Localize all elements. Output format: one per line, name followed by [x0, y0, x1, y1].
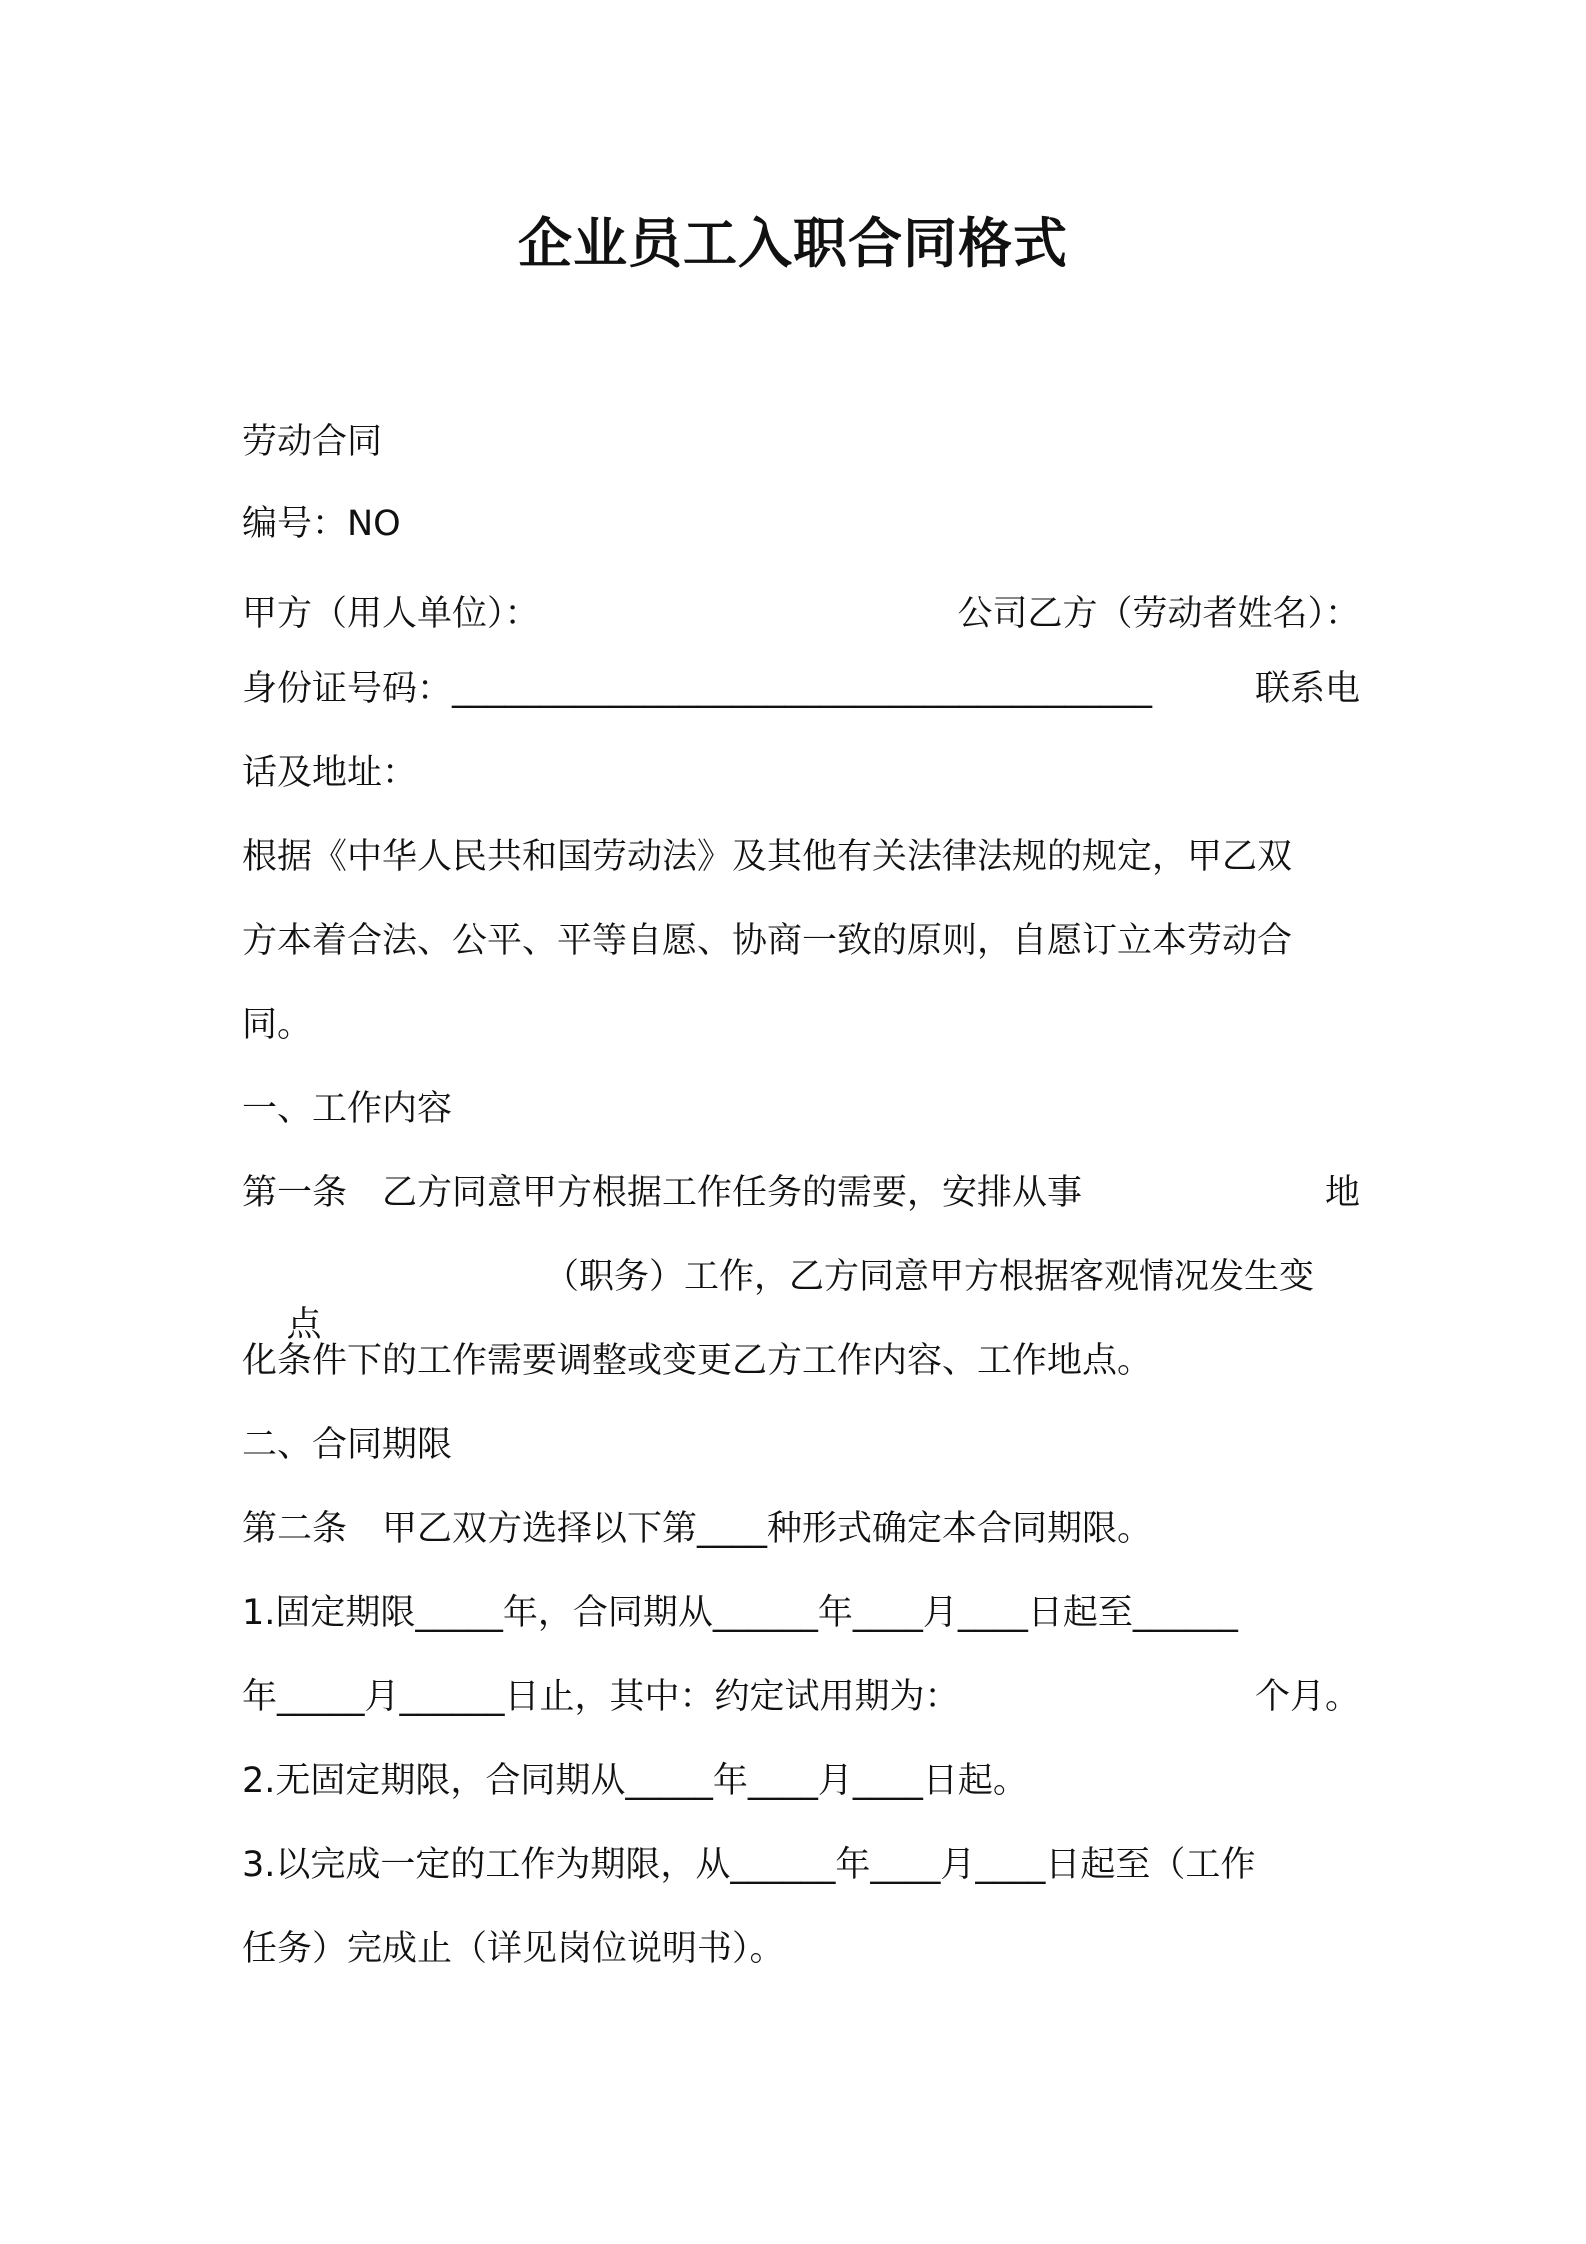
probation-text: 年_____月______日止，其中：约定试用期为：: [242, 1677, 960, 1717]
contact-address-line: 话及地址：: [242, 753, 418, 793]
preamble-line-1: 根据《中华人民共和国劳动法》及其他有关法律法规的规定，甲乙双: [242, 837, 1293, 877]
option-1-line-2: [242, 1673, 1360, 1721]
article-1-line-3: 化条件下的工作需要调整或变更乙方工作内容、工作地点。: [242, 1341, 1153, 1381]
contract-heading: 劳动合同: [242, 422, 383, 462]
article-1-place-label: 地: [1324, 1173, 1360, 1213]
article-1-position-text: （职务）工作，乙方同意甲方根据客观情况发生变: [544, 1257, 1315, 1297]
article-1-place-label-end: 点: [286, 1305, 322, 1345]
option-3-line-1: 3.以完成一定的工作为期限，从______年____月____日起至（工作: [242, 1845, 1256, 1885]
document-title: 企业员工入职合同格式: [518, 212, 1068, 275]
option-3-line-2: 任务）完成止（详见岗位说明书）。: [242, 1929, 785, 1969]
article-1-line-1: [242, 1169, 1360, 1217]
contact-label-start: 联系电: [1254, 669, 1360, 709]
preamble-line-2: 方本着合法、公平、平等自愿、协商一致的原则，自愿订立本劳动合: [242, 921, 1293, 961]
section-2-heading: 二、合同期限: [242, 1425, 453, 1465]
party-b-label: 公司乙方（劳动者姓名）：: [957, 594, 1360, 634]
article-2-line: 第二条 甲乙双方选择以下第____种形式确定本合同期限。: [242, 1509, 1153, 1549]
option-2-line: 2.无固定期限，合同期从_____年____月____日起。: [242, 1761, 1028, 1801]
id-number-line: [242, 665, 1360, 713]
section-1-heading: 一、工作内容: [242, 1089, 453, 1129]
contract-number-line: 编号：NO: [242, 504, 401, 544]
preamble-line-3: 同。: [242, 1005, 313, 1045]
article-1-text-start: 第一条 乙方同意甲方根据工作任务的需要，安排从事: [242, 1173, 1083, 1213]
party-line: [242, 590, 1360, 638]
probation-months-label: 个月。: [1254, 1677, 1360, 1717]
party-a-label: 甲方（用人单位）：: [242, 594, 540, 634]
option-1-line-1: 1.固定期限_____年，合同期从______年____月____日起至______: [242, 1593, 1238, 1633]
id-number-field: 身份证号码：________________________________________: [242, 669, 1153, 709]
